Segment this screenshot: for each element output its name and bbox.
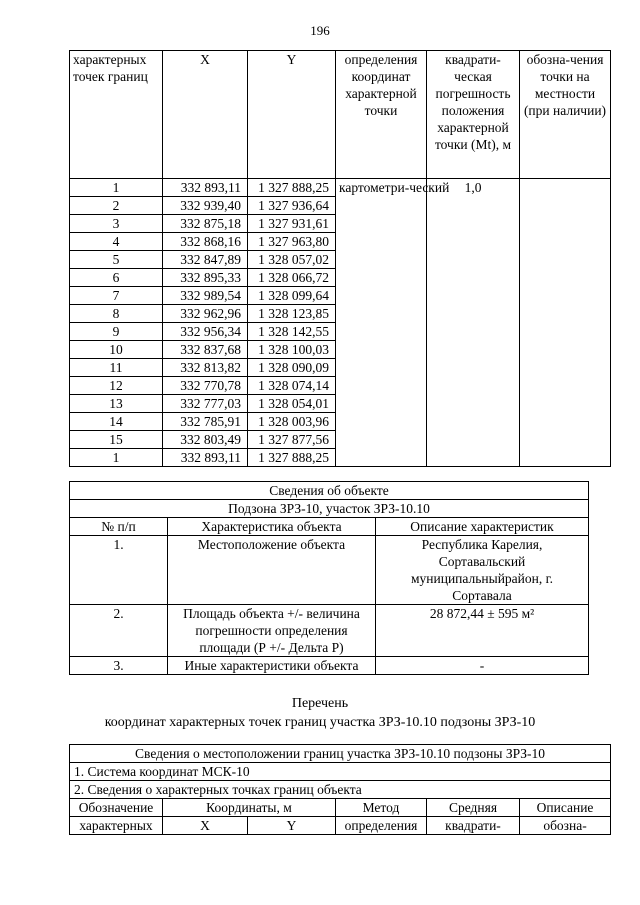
header-characteristic: Характеристика объекта <box>168 518 376 536</box>
x-coordinate: 332 847,89 <box>163 251 248 269</box>
y-coordinate: 1 327 888,25 <box>248 449 336 467</box>
y-coordinate: 1 328 054,01 <box>248 395 336 413</box>
point-number: 2 <box>70 197 163 215</box>
object-table-subtitle: Подзона ЗРЗ-10, участок ЗРЗ-10.10 <box>70 500 589 518</box>
header-description: Описание характеристик <box>376 518 589 536</box>
header-num: № п/п <box>70 518 168 536</box>
y-coordinate: 1 328 123,85 <box>248 305 336 323</box>
location-table <box>69 744 611 835</box>
point-number: 6 <box>70 269 163 287</box>
y-coordinate: 1 328 003,96 <box>248 413 336 431</box>
row-name: Площадь объекта +/- величина погрешности определения площади (Р +/- Дельта Р) <box>168 605 376 657</box>
marking-cell <box>520 179 611 467</box>
row-name: Иные характеристики объекта <box>168 657 376 675</box>
header-x: X <box>163 817 248 835</box>
y-coordinate: 1 327 936,64 <box>248 197 336 215</box>
header-marking: обозна- <box>520 817 611 835</box>
y-coordinate: 1 328 090,09 <box>248 359 336 377</box>
point-number: 14 <box>70 413 163 431</box>
point-number: 7 <box>70 287 163 305</box>
table-row <box>70 179 611 197</box>
x-coordinate: 332 770,78 <box>163 377 248 395</box>
y-coordinate: 1 328 057,02 <box>248 251 336 269</box>
header-y: Y <box>248 817 336 835</box>
row-desc: Республика Карелия, Сортавальский муниципальныйрайон, г. Сортавала <box>376 536 589 605</box>
table-row <box>70 657 589 675</box>
header-y: Y <box>248 51 336 179</box>
row-name: Местоположение объекта <box>168 536 376 605</box>
x-coordinate: 332 785,91 <box>163 413 248 431</box>
y-coordinate: 1 328 100,03 <box>248 341 336 359</box>
point-number: 5 <box>70 251 163 269</box>
header-quadratic: квадрати- <box>427 817 520 835</box>
method-cell: картометри-ческий <box>336 179 427 467</box>
header-mean: Средняя <box>427 799 520 817</box>
y-coordinate: 1 327 963,80 <box>248 233 336 251</box>
location-header-row-1 <box>70 799 611 817</box>
point-number: 11 <box>70 359 163 377</box>
x-coordinate: 332 895,33 <box>163 269 248 287</box>
object-table-header <box>70 518 589 536</box>
x-coordinate: 332 893,11 <box>163 449 248 467</box>
y-coordinate: 1 328 099,64 <box>248 287 336 305</box>
location-item-1: 1. Система координат МСК-10 <box>70 763 611 781</box>
point-number: 3 <box>70 215 163 233</box>
location-header-row-2 <box>70 817 611 835</box>
y-coordinate: 1 328 066,72 <box>248 269 336 287</box>
header-method: Метод <box>336 799 427 817</box>
object-info-table <box>69 481 589 675</box>
header-marking: обозна-чения точки на местности (при наличии) <box>520 51 611 179</box>
page-number: 196 <box>310 23 330 38</box>
point-number: 13 <box>70 395 163 413</box>
point-number: 4 <box>70 233 163 251</box>
x-coordinate: 332 962,96 <box>163 305 248 323</box>
x-coordinate: 332 875,18 <box>163 215 248 233</box>
table-row <box>70 605 589 657</box>
point-number: 8 <box>70 305 163 323</box>
x-coordinate: 332 893,11 <box>163 179 248 197</box>
accuracy-cell: 1,0 <box>427 179 520 467</box>
point-number: 1 <box>70 449 163 467</box>
point-number: 9 <box>70 323 163 341</box>
list-heading-subtitle: координат характерных точек границ участка ЗРЗ-10.10 подзоны ЗРЗ-10 <box>104 715 536 730</box>
x-coordinate: 332 803,49 <box>163 431 248 449</box>
row-desc: 28 872,44 ± 595 м² <box>376 605 589 657</box>
header-determination: определения <box>336 817 427 835</box>
coordinates-table-header <box>70 51 611 179</box>
object-table-title: Сведения об объекте <box>70 482 589 500</box>
point-number: 15 <box>70 431 163 449</box>
row-num: 3. <box>70 657 168 675</box>
header-accuracy: квадрати-ческая погрешность положения характерной точки (Mt), м <box>427 51 520 179</box>
header-method: определения координат характерной точки <box>336 51 427 179</box>
x-coordinate: 332 837,68 <box>163 341 248 359</box>
row-num: 2. <box>70 605 168 657</box>
header-description: Описание <box>520 799 611 817</box>
row-num: 1. <box>70 536 168 605</box>
table-row <box>70 536 589 605</box>
row-desc: - <box>376 657 589 675</box>
location-item-2: 2. Сведения о характерных точках границ объекта <box>70 781 611 799</box>
y-coordinate: 1 327 888,25 <box>248 179 336 197</box>
list-heading-title: Перечень <box>291 696 349 711</box>
y-coordinate: 1 328 074,14 <box>248 377 336 395</box>
y-coordinate: 1 327 931,61 <box>248 215 336 233</box>
header-x: X <box>163 51 248 179</box>
location-table-title: Сведения о местоположении границ участка ЗРЗ-10.10 подзоны ЗРЗ-10 <box>70 745 611 763</box>
header-designation: Обозначение <box>70 799 163 817</box>
point-number: 10 <box>70 341 163 359</box>
x-coordinate: 332 777,03 <box>163 395 248 413</box>
x-coordinate: 332 989,54 <box>163 287 248 305</box>
header-point-label: характерных точек границ <box>70 51 163 179</box>
y-coordinate: 1 327 877,56 <box>248 431 336 449</box>
point-number: 12 <box>70 377 163 395</box>
x-coordinate: 332 868,16 <box>163 233 248 251</box>
x-coordinate: 332 813,82 <box>163 359 248 377</box>
header-coordinates: Координаты, м <box>163 799 336 817</box>
x-coordinate: 332 956,34 <box>163 323 248 341</box>
x-coordinate: 332 939,40 <box>163 197 248 215</box>
point-number: 1 <box>70 179 163 197</box>
coordinates-table <box>69 50 611 467</box>
header-characteristic: характерных <box>70 817 163 835</box>
y-coordinate: 1 328 142,55 <box>248 323 336 341</box>
